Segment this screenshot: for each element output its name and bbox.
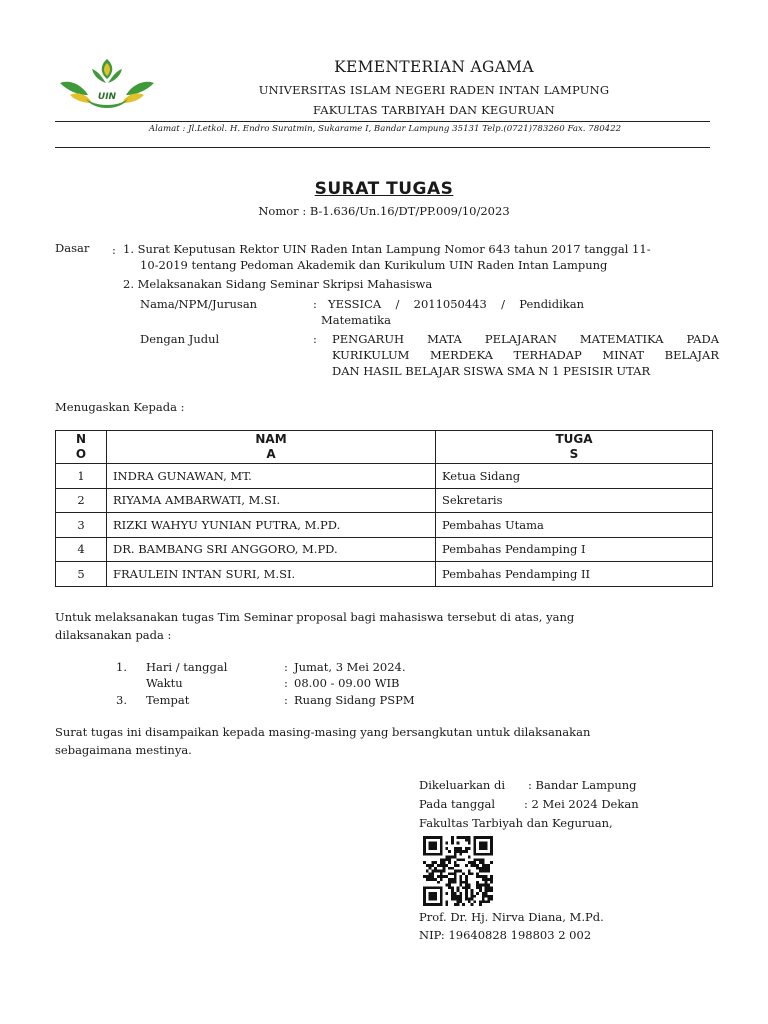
row-nama: RIZKI WAHYU YUNIAN PUTRA, M.PD.	[107, 513, 436, 538]
row-no: 3	[56, 513, 107, 538]
dasar-label: Dasar	[55, 241, 90, 255]
row-tugas: Sekretaris	[436, 488, 713, 513]
issued-date-label: Pada tanggal	[419, 797, 496, 811]
dasar-item-2: 2. Melaksanakan Sidang Seminar Skripsi Mahasiswa	[123, 277, 433, 291]
tempat-colon: :	[284, 693, 288, 707]
jadwal-number-1: 1.	[116, 660, 127, 674]
svg-text:UIN: UIN	[97, 92, 117, 102]
row-tugas: Pembahas Utama	[436, 513, 713, 538]
judul-line-2: KURIKULUM MERDEKA TERHADAP MINAT BELAJAR	[332, 348, 719, 362]
row-no: 2	[56, 488, 107, 513]
assignment-table	[55, 430, 713, 587]
issued-date-value: : 2 Mei 2024 Dekan	[524, 797, 639, 811]
nama-npm-label: Nama/NPM/Jurusan	[140, 297, 258, 311]
university-heading: UNIVERSITAS ISLAM NEGERI RADEN INTAN LAMPUNG	[258, 83, 610, 97]
hari-label: Hari / tanggal	[146, 660, 228, 674]
uin-logo-icon	[56, 55, 158, 115]
table-row	[56, 488, 713, 513]
judul-line-1: PENGARUH MATA PELAJARAN MATEMATIKA PADA	[332, 332, 719, 346]
judul-line-3: DAN HASIL BELAJAR SISWA SMA N 1 PESISIR UTAR	[332, 364, 651, 378]
ministry-heading: KEMENTERIAN AGAMA	[334, 58, 534, 76]
tempat-value: Ruang Sidang PSPM	[294, 693, 415, 707]
waktu-label: Waktu	[146, 676, 183, 690]
signatory-name: Prof. Dr. Hj. Nirva Diana, M.Pd.	[419, 910, 604, 924]
qr-code-icon	[423, 836, 493, 906]
dasar-colon: :	[112, 243, 116, 257]
signatory-nip: NIP: 19640828 198803 2 002	[419, 928, 592, 942]
row-no: 4	[56, 537, 107, 562]
closing-paragraph-line-1: Surat tugas ini disampaikan kepada masing-masing yang bersangkutan untuk dilaksanakan	[55, 725, 591, 739]
closing-paragraph-line-2: sebagaimana mestinya.	[55, 743, 192, 757]
hari-colon: :	[284, 660, 288, 674]
table-row	[56, 537, 713, 562]
table-row	[56, 513, 713, 538]
nama-npm-value-line-1: YESSICA / 2011050443 / Pendidikan	[328, 297, 584, 311]
tempat-label: Tempat	[146, 693, 190, 707]
header-divider	[55, 121, 710, 122]
judul-colon: :	[313, 332, 317, 346]
issued-at-value: : Bandar Lampung	[528, 778, 637, 792]
row-nama: INDRA GUNAWAN, MT.	[107, 464, 436, 489]
document-number: Nomor : B-1.636/Un.16/DT/PP.009/10/2023	[258, 204, 510, 218]
row-tugas: Ketua Sidang	[436, 464, 713, 489]
row-tugas: Pembahas Pendamping I	[436, 537, 713, 562]
judul-label: Dengan Judul	[140, 332, 220, 346]
column-header-tugas: TUGA S	[436, 431, 713, 464]
row-no: 1	[56, 464, 107, 489]
nama-npm-colon: :	[313, 297, 317, 311]
dasar-item-1-line-1: 1. Surat Keputusan Rektor UIN Raden Intan Lampung Nomor 643 tahun 2017 tanggal 11-	[123, 242, 651, 256]
row-nama: FRAULEIN INTAN SURI, M.SI.	[107, 562, 436, 587]
jadwal-number-3: 3.	[116, 693, 127, 707]
menugaskan-label: Menugaskan Kepada :	[55, 400, 185, 414]
nama-npm-value-line-2: Matematika	[321, 313, 391, 327]
table-row	[56, 464, 713, 489]
hari-value: Jumat, 3 Mei 2024.	[294, 660, 406, 674]
row-nama: RIYAMA AMBARWATI, M.SI.	[107, 488, 436, 513]
untuk-paragraph-line-2: dilaksanakan pada :	[55, 628, 172, 642]
faculty-signatory: Fakultas Tarbiyah dan Keguruan,	[419, 816, 613, 830]
document-title: SURAT TUGAS	[314, 179, 454, 199]
waktu-value: 08.00 - 09.00 WIB	[294, 676, 400, 690]
waktu-colon: :	[284, 676, 288, 690]
column-header-nama: NAM A	[107, 431, 436, 464]
issued-at-label: Dikeluarkan di	[419, 778, 506, 792]
table-row	[56, 562, 713, 587]
address-line: Alamat : Jl.Letkol. H. Endro Suratmin, Sukarame I, Bandar Lampung 35131 Telp.(0721)783260 Fax. 780422	[148, 124, 622, 134]
row-no: 5	[56, 562, 107, 587]
header-divider-bottom	[55, 147, 710, 148]
column-header-no: N O	[56, 431, 107, 464]
table-header-row	[56, 431, 713, 464]
faculty-heading: FAKULTAS TARBIYAH DAN KEGURUAN	[313, 103, 555, 117]
untuk-paragraph-line-1: Untuk melaksanakan tugas Tim Seminar proposal bagi mahasiswa tersebut di atas, yang	[55, 610, 575, 624]
dasar-item-1-line-2: 10-2019 tentang Pedoman Akademik dan Kurikulum UIN Raden Intan Lampung	[140, 258, 608, 272]
row-tugas: Pembahas Pendamping II	[436, 562, 713, 587]
row-nama: DR. BAMBANG SRI ANGGORO, M.PD.	[107, 537, 436, 562]
